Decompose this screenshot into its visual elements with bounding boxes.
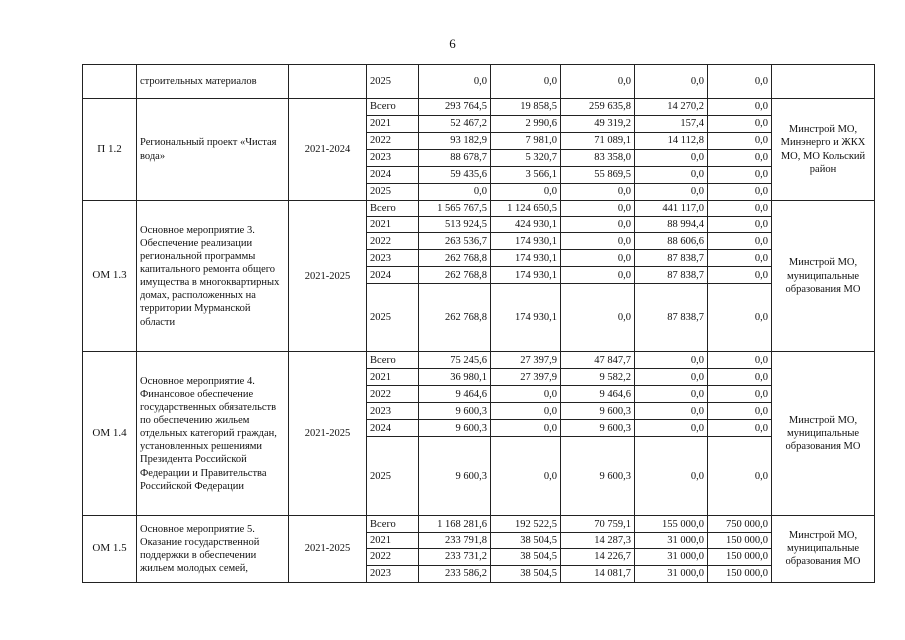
implementation-period: 2021-2025 — [289, 352, 367, 516]
source-1-amount-cell: 38 504,5 — [491, 549, 561, 565]
source-1-amount-cell: 5 320,7 — [491, 150, 561, 167]
measure-name: Основное мероприятие 4. Финансовое обеспечение государственных обязательств по обеспечению жильем отдельных категорий граждан, установленных решениями Президента Российской Федерации и Правительства Российской Федерации — [137, 352, 289, 516]
year-cell: 2024 — [367, 267, 419, 284]
year-cell: 2024 — [367, 420, 419, 437]
table-row — [83, 99, 875, 116]
source-2-amount-cell: 0,0 — [561, 201, 635, 217]
source-2-amount-cell: 9 600,3 — [561, 403, 635, 420]
source-1-amount-cell: 3 566,1 — [491, 167, 561, 184]
source-3-amount-cell: 88 994,4 — [635, 217, 708, 233]
source-2-amount-cell: 0,0 — [561, 217, 635, 233]
source-1-amount-cell: 38 504,5 — [491, 533, 561, 549]
total-amount-cell: 233 586,2 — [419, 565, 491, 582]
total-amount-cell: 59 435,6 — [419, 167, 491, 184]
source-2-amount-cell: 9 582,2 — [561, 369, 635, 386]
total-amount-cell: 75 245,6 — [419, 352, 491, 369]
source-2-amount-cell: 14 226,7 — [561, 549, 635, 565]
source-1-amount-cell: 424 930,1 — [491, 217, 561, 233]
year-cell: Всего — [367, 352, 419, 369]
year-cell: 2022 — [367, 233, 419, 250]
year-cell: 2022 — [367, 549, 419, 565]
source-1-amount-cell: 27 397,9 — [491, 369, 561, 386]
total-amount-cell: 262 768,8 — [419, 267, 491, 284]
source-1-amount-cell: 0,0 — [491, 184, 561, 201]
measure-name: Основное мероприятие 3. Обеспечение реализации региональной программы капитального ремонта общего имущества в многоквартирных домах, расположенных на территории Мурманской области — [137, 201, 289, 352]
source-3-amount-cell: 87 838,7 — [635, 250, 708, 267]
source-1-amount-cell: 2 990,6 — [491, 116, 561, 133]
implementation-period: 2021-2025 — [289, 516, 367, 582]
total-amount-cell: 9 600,3 — [419, 437, 491, 516]
year-cell: 2025 — [367, 184, 419, 201]
year-cell: 2024 — [367, 167, 419, 184]
implementation-period — [289, 65, 367, 99]
source-4-amount-cell: 0,0 — [708, 167, 772, 184]
source-4-amount-cell: 0,0 — [708, 184, 772, 201]
source-2-amount-cell: 0,0 — [561, 233, 635, 250]
source-3-amount-cell: 0,0 — [635, 420, 708, 437]
page-number: 6 — [449, 36, 456, 51]
table-row — [83, 352, 875, 369]
executor-cell: Минстрой МО, Минэнерго и ЖКХ МО, МО Кольский район — [772, 99, 875, 201]
source-3-amount-cell: 0,0 — [635, 403, 708, 420]
source-3-amount-cell: 0,0 — [635, 150, 708, 167]
total-amount-cell: 9 600,3 — [419, 403, 491, 420]
total-amount-cell: 262 768,8 — [419, 284, 491, 352]
table-row — [83, 516, 875, 533]
total-amount-cell: 233 791,8 — [419, 533, 491, 549]
total-amount-cell: 88 678,7 — [419, 150, 491, 167]
source-4-amount-cell: 0,0 — [708, 133, 772, 150]
source-2-amount-cell: 0,0 — [561, 284, 635, 352]
source-3-amount-cell: 31 000,0 — [635, 533, 708, 549]
table-row — [83, 65, 875, 99]
source-1-amount-cell: 19 858,5 — [491, 99, 561, 116]
source-4-amount-cell: 0,0 — [708, 250, 772, 267]
source-4-amount-cell: 0,0 — [708, 284, 772, 352]
implementation-period: 2021-2024 — [289, 99, 367, 201]
total-amount-cell: 262 768,8 — [419, 250, 491, 267]
year-cell: 2025 — [367, 437, 419, 516]
source-4-amount-cell: 0,0 — [708, 217, 772, 233]
total-amount-cell: 513 924,5 — [419, 217, 491, 233]
source-3-amount-cell: 0,0 — [635, 386, 708, 403]
total-amount-cell: 9 464,6 — [419, 386, 491, 403]
source-2-amount-cell: 0,0 — [561, 250, 635, 267]
measure-code — [83, 65, 137, 99]
source-3-amount-cell: 0,0 — [635, 352, 708, 369]
source-4-amount-cell: 150 000,0 — [708, 533, 772, 549]
source-1-amount-cell: 174 930,1 — [491, 267, 561, 284]
source-1-amount-cell: 0,0 — [491, 65, 561, 99]
source-1-amount-cell: 174 930,1 — [491, 250, 561, 267]
source-2-amount-cell: 55 869,5 — [561, 167, 635, 184]
source-3-amount-cell: 31 000,0 — [635, 565, 708, 582]
measure-name: Основное мероприятие 5. Оказание государственной поддержки в обеспечении жильем молодых семей, — [137, 516, 289, 582]
source-1-amount-cell: 0,0 — [491, 437, 561, 516]
executor-cell: Минстрой МО, муниципальные образования МО — [772, 516, 875, 582]
budget-table — [82, 64, 875, 583]
year-cell: 2023 — [367, 565, 419, 582]
source-3-amount-cell: 87 838,7 — [635, 284, 708, 352]
source-2-amount-cell: 9 600,3 — [561, 437, 635, 516]
source-3-amount-cell: 88 606,6 — [635, 233, 708, 250]
year-cell: Всего — [367, 99, 419, 116]
year-cell: 2023 — [367, 403, 419, 420]
source-2-amount-cell: 47 847,7 — [561, 352, 635, 369]
source-2-amount-cell: 0,0 — [561, 184, 635, 201]
total-amount-cell: 293 764,5 — [419, 99, 491, 116]
source-1-amount-cell: 174 930,1 — [491, 233, 561, 250]
source-1-amount-cell: 27 397,9 — [491, 352, 561, 369]
source-2-amount-cell: 83 358,0 — [561, 150, 635, 167]
source-1-amount-cell: 38 504,5 — [491, 565, 561, 582]
source-4-amount-cell: 0,0 — [708, 267, 772, 284]
source-2-amount-cell: 0,0 — [561, 267, 635, 284]
source-3-amount-cell: 155 000,0 — [635, 516, 708, 533]
source-4-amount-cell: 150 000,0 — [708, 565, 772, 582]
source-4-amount-cell: 0,0 — [708, 201, 772, 217]
source-2-amount-cell: 9 464,6 — [561, 386, 635, 403]
source-3-amount-cell: 0,0 — [635, 437, 708, 516]
source-3-amount-cell: 87 838,7 — [635, 267, 708, 284]
source-2-amount-cell: 70 759,1 — [561, 516, 635, 533]
year-cell: 2025 — [367, 65, 419, 99]
source-4-amount-cell: 0,0 — [708, 150, 772, 167]
executor-cell: Минстрой МО, муниципальные образования МО — [772, 201, 875, 352]
source-3-amount-cell: 0,0 — [635, 369, 708, 386]
year-cell: 2021 — [367, 533, 419, 549]
source-4-amount-cell: 0,0 — [708, 437, 772, 516]
year-cell: 2021 — [367, 116, 419, 133]
source-2-amount-cell: 71 089,1 — [561, 133, 635, 150]
executor-cell — [772, 65, 875, 99]
source-3-amount-cell: 0,0 — [635, 167, 708, 184]
measure-name: Региональный проект «Чистая вода» — [137, 99, 289, 201]
total-amount-cell: 1 565 767,5 — [419, 201, 491, 217]
source-4-amount-cell: 0,0 — [708, 420, 772, 437]
source-3-amount-cell: 31 000,0 — [635, 549, 708, 565]
total-amount-cell: 0,0 — [419, 184, 491, 201]
total-amount-cell: 52 467,2 — [419, 116, 491, 133]
year-cell: Всего — [367, 516, 419, 533]
source-3-amount-cell: 441 117,0 — [635, 201, 708, 217]
source-4-amount-cell: 0,0 — [708, 65, 772, 99]
measure-code: ОМ 1.3 — [83, 201, 137, 352]
source-2-amount-cell: 14 081,7 — [561, 565, 635, 582]
source-4-amount-cell: 0,0 — [708, 352, 772, 369]
source-1-amount-cell: 174 930,1 — [491, 284, 561, 352]
year-cell: 2022 — [367, 386, 419, 403]
measure-name: строительных материалов — [137, 65, 289, 99]
source-2-amount-cell: 49 319,2 — [561, 116, 635, 133]
total-amount-cell: 9 600,3 — [419, 420, 491, 437]
source-3-amount-cell: 14 112,8 — [635, 133, 708, 150]
source-4-amount-cell: 0,0 — [708, 403, 772, 420]
measure-code: ОМ 1.4 — [83, 352, 137, 516]
source-2-amount-cell: 0,0 — [561, 65, 635, 99]
total-amount-cell: 263 536,7 — [419, 233, 491, 250]
measure-code: П 1.2 — [83, 99, 137, 201]
source-4-amount-cell: 0,0 — [708, 116, 772, 133]
source-1-amount-cell: 1 124 650,5 — [491, 201, 561, 217]
source-4-amount-cell: 150 000,0 — [708, 549, 772, 565]
source-4-amount-cell: 750 000,0 — [708, 516, 772, 533]
source-3-amount-cell: 0,0 — [635, 65, 708, 99]
source-4-amount-cell: 0,0 — [708, 369, 772, 386]
measure-code: ОМ 1.5 — [83, 516, 137, 582]
total-amount-cell: 233 731,2 — [419, 549, 491, 565]
year-cell: 2021 — [367, 217, 419, 233]
source-1-amount-cell: 0,0 — [491, 403, 561, 420]
source-3-amount-cell: 157,4 — [635, 116, 708, 133]
source-1-amount-cell: 192 522,5 — [491, 516, 561, 533]
total-amount-cell: 0,0 — [419, 65, 491, 99]
source-4-amount-cell: 0,0 — [708, 233, 772, 250]
source-2-amount-cell: 259 635,8 — [561, 99, 635, 116]
source-3-amount-cell: 0,0 — [635, 184, 708, 201]
total-amount-cell: 36 980,1 — [419, 369, 491, 386]
source-2-amount-cell: 9 600,3 — [561, 420, 635, 437]
year-cell: 2023 — [367, 250, 419, 267]
year-cell: 2022 — [367, 133, 419, 150]
total-amount-cell: 93 182,9 — [419, 133, 491, 150]
source-4-amount-cell: 0,0 — [708, 99, 772, 116]
source-1-amount-cell: 0,0 — [491, 386, 561, 403]
source-3-amount-cell: 14 270,2 — [635, 99, 708, 116]
year-cell: 2025 — [367, 284, 419, 352]
year-cell: 2023 — [367, 150, 419, 167]
source-2-amount-cell: 14 287,3 — [561, 533, 635, 549]
year-cell: 2021 — [367, 369, 419, 386]
executor-cell: Минстрой МО, муниципальные образования МО — [772, 352, 875, 516]
implementation-period: 2021-2025 — [289, 201, 367, 352]
year-cell: Всего — [367, 201, 419, 217]
source-1-amount-cell: 0,0 — [491, 420, 561, 437]
table-row — [83, 201, 875, 217]
source-1-amount-cell: 7 981,0 — [491, 133, 561, 150]
total-amount-cell: 1 168 281,6 — [419, 516, 491, 533]
source-4-amount-cell: 0,0 — [708, 386, 772, 403]
